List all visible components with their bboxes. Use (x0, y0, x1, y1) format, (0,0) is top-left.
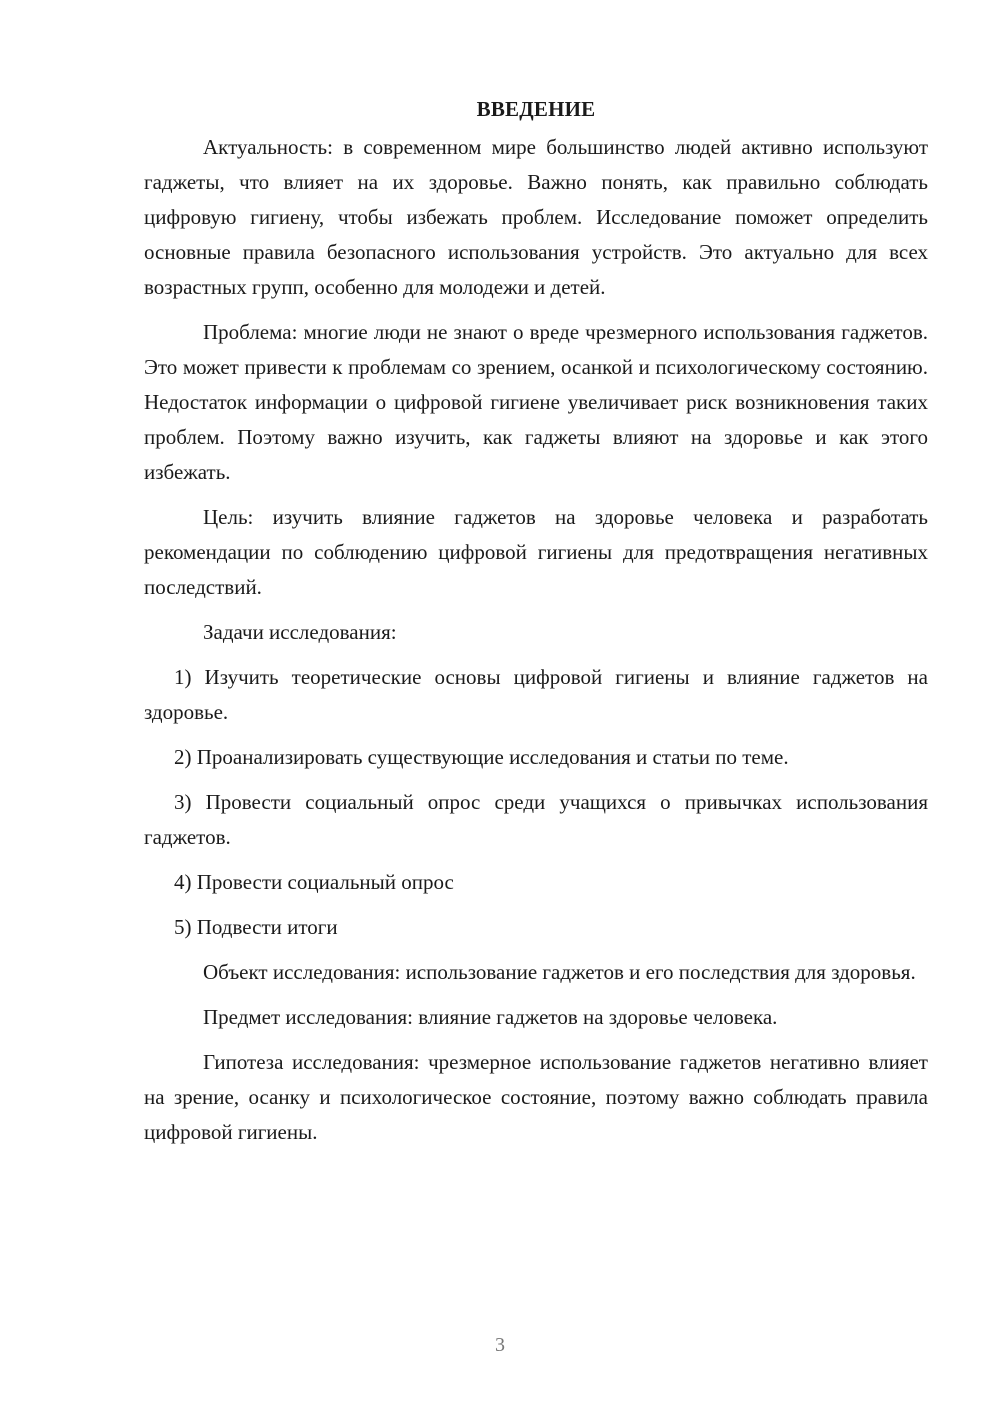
task-item-4: 4) Провести социальный опрос (174, 870, 454, 894)
task-item-3: 3) Провести социальный опрос среди учащихся о привычках использования гаджетов. (144, 790, 928, 849)
paragraph-goal: Цель: изучить влияние гаджетов на здоровье человека и разработать рекомендации по соблюдению цифровой гигиены для предотвращения негативных последствий. (144, 505, 928, 599)
task-item-5: 5) Подвести итоги (174, 915, 338, 939)
paragraph-object: Объект исследования: использование гаджетов и его последствия для здоровья. (203, 960, 916, 984)
task-item-1: 1) Изучить теоретические основы цифровой гигиены и влияние гаджетов на здоровье. (144, 665, 928, 724)
document-page (144, 88, 928, 1160)
paragraph-subject: Предмет исследования: влияние гаджетов на здоровье человека. (203, 1005, 778, 1029)
task-item-2: 2) Проанализировать существующие исследования и статьи по теме. (174, 745, 789, 769)
page-number: 3 (495, 1334, 505, 1356)
paragraph-tasks-heading: Задачи исследования: (203, 620, 397, 644)
page-title: ВВЕДЕНИЕ (476, 97, 596, 121)
paragraph-problem: Проблема: многие люди не знают о вреде чрезмерного использования гаджетов. Это может привести к проблемам со зрением, осанкой и психологическому состоянию. Недостаток информации о цифровой гигиене увеличивает риск возникновения таких проблем. Поэтому важно изучить, как гаджеты влияют на здоровье и как этого избежать. (144, 320, 928, 484)
paragraph-relevance: Актуальность: в современном мире большинство людей активно используют гаджеты, что влияет на их здоровье. Важно понять, как правильно соблюдать цифровую гигиену, чтобы избежать проблем. Исследование поможет определить основные правила безопасного использования устройств. Это актуально для всех возрастных групп, особенно для молодежи и детей. (144, 135, 928, 299)
paragraph-hypothesis: Гипотеза исследования: чрезмерное использование гаджетов негативно влияет на зрение, осанку и психологическое состояние, поэтому важно соблюдать правила цифровой гигиены. (144, 1050, 928, 1144)
